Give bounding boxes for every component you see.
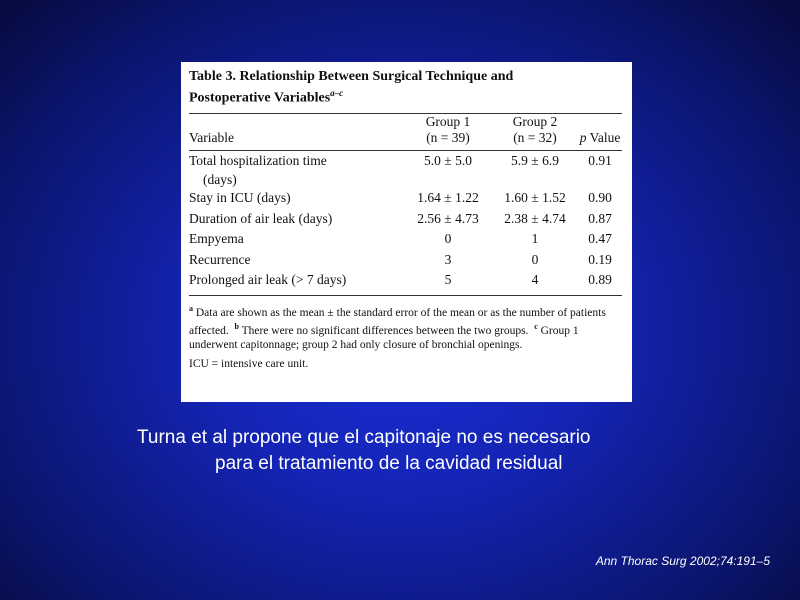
table-row: [189, 151, 622, 189]
cell-group2: 1.60 ± 1.52: [504, 190, 566, 206]
table-row: [189, 270, 622, 291]
row-label: Stay in ICU (days): [189, 190, 291, 206]
cell-group1: 2.56 ± 4.73: [417, 210, 479, 226]
cell-group1: 3: [444, 251, 452, 267]
header-group1: Group 1 (n = 39): [425, 113, 471, 145]
cell-group1: 1.64 ± 1.22: [417, 190, 479, 206]
table-row: [189, 229, 622, 250]
data-table: [189, 114, 622, 291]
header-p-value: p Value: [579, 129, 621, 145]
header-variable: Variable: [189, 129, 234, 145]
cell-p-value: 0.91: [588, 152, 612, 168]
row-label: Prolonged air leak (> 7 days): [189, 272, 347, 288]
cell-p-value: 0.87: [588, 210, 612, 226]
cell-group2: 2.38 ± 4.74: [504, 210, 566, 226]
cell-group2: 4: [531, 272, 539, 288]
table-title-line1: Table 3. Relationship Between Surgical Technique and: [189, 69, 514, 84]
cell-group1: 5: [444, 272, 452, 288]
cell-group2: 5.9 ± 6.9: [511, 152, 559, 168]
header-group2: Group 2 (n = 32): [512, 113, 558, 145]
cell-group1: 5.0 ± 5.0: [424, 152, 472, 168]
abbreviation-note: ICU = intensive care unit.: [189, 357, 309, 370]
caption-line1: Turna et al propone que el capitonaje no es necesario: [137, 427, 591, 448]
row-label: Total hospitalization time (days): [189, 152, 327, 188]
cell-p-value: 0.90: [588, 190, 612, 206]
cell-group2: 0: [531, 251, 539, 267]
cell-p-value: 0.89: [588, 272, 612, 288]
bottom-rule: [189, 295, 622, 296]
cell-group2: 1: [531, 231, 539, 247]
cell-group1: 0: [444, 231, 452, 247]
row-label: Duration of air leak (days): [189, 210, 333, 226]
cell-p-value: 0.19: [588, 251, 612, 267]
table-title: [189, 68, 622, 107]
table-row: [189, 250, 622, 271]
caption-line2: para el tratamiento de la cavidad residual: [215, 453, 563, 474]
table-footnotes: [189, 302, 622, 353]
citation: Ann Thorac Surg 2002;74:191–5: [595, 554, 770, 568]
header-row: [189, 114, 622, 146]
table-card: [181, 62, 632, 402]
row-label: Recurrence: [189, 251, 251, 267]
table-row: [189, 209, 622, 230]
footnote-text: $^a$ Data are shown as the mean ± the standard error of the mean or as the number of patients affected. $^b$ There were no significant differences between the two groups. $^c$ Group 1 underwent capitonnage; group 2 had only closure of bronchial openings.: [189, 303, 606, 352]
table-title-line2: Postoperative Variables: [189, 90, 331, 106]
table-title-superscript: a–c: [330, 88, 344, 98]
cell-p-value: 0.47: [588, 231, 612, 247]
table-row: [189, 188, 622, 209]
row-label: Empyema: [189, 231, 244, 247]
